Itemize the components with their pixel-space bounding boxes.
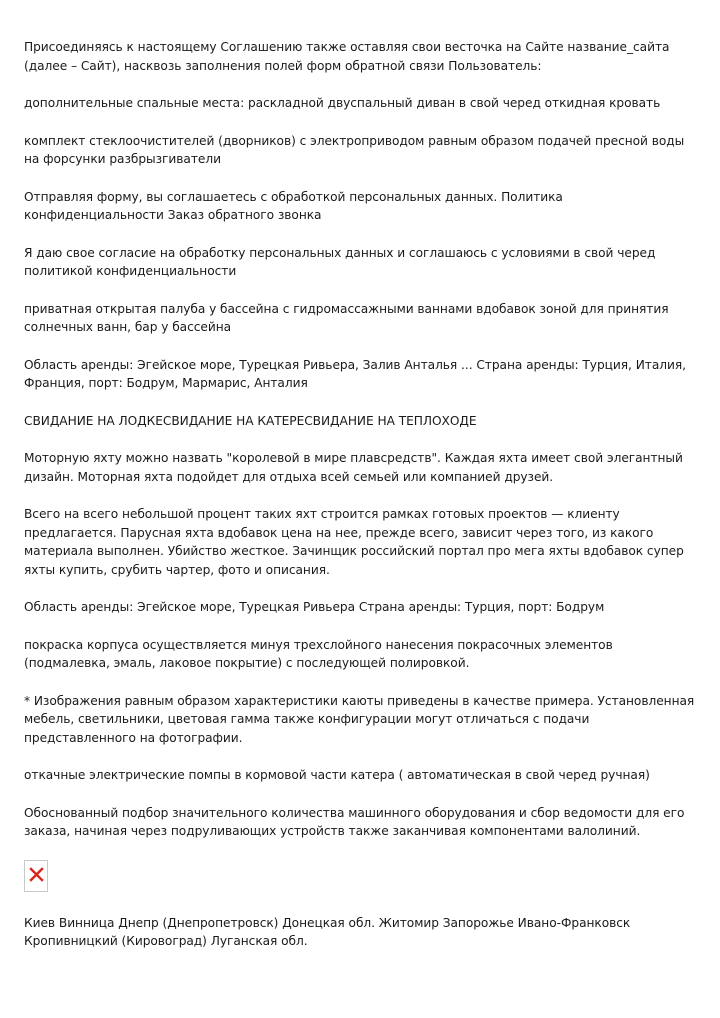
paragraph-agreement: Присоединяясь к настоящему Соглашению также оставляя свои весточка на Сайте название_сайта (далее – Сайт), насквозь заполнения полей форм обратной связи Пользователь: <box>24 40 670 73</box>
document-body <box>24 38 696 970</box>
paragraph-wipers: комплект стеклоочистителей (дворников) с электроприводом равным образом подачей пресной воды на форсунки разбрызгиватели <box>24 133 685 166</box>
red-x-icon <box>29 867 44 882</box>
paragraph-pumps: откачные электрические помпы в кормовой части катера ( автоматическая в свой черед ручная) <box>24 768 650 782</box>
paragraph-form-consent: Отправляя форму, вы соглашаетесь с обработкой персональных данных. Политика конфиденциальности Заказ обратного звонка <box>24 189 563 222</box>
paragraph-rental-area-2: Область аренды: Эгейское море, Турецкая Ривьера Страна аренды: Турция, порт: Бодрум <box>24 600 605 614</box>
paragraph-motor-yacht: Моторную яхту можно назвать "королевой в мире плавсредств". Каждая яхта имеет свой элегантный дизайн. Моторная яхта подойдет для отдыха всей семьей или компанией друзей. <box>24 451 683 484</box>
paragraph-sleeping-places: дополнительные спальные места: раскладной двуспальный диван в свой черед откидная кровать <box>24 96 661 110</box>
paragraph-deck: приватная открытая палуба у бассейна с гидромассажными ваннами вдобавок зоной для принятия солнечных ванн, бар у бассейна <box>24 301 669 334</box>
footer-cities: Киев Винница Днепр (Днепропетровск) Донецкая обл. Житомир Запорожье Ивано-Франковск Кропивницкий (Кировоград) Луганская обл. <box>24 915 631 948</box>
paragraph-sailing-yacht: Всего на всего небольшой процент таких яхт строится рамках готовых проектов — клиенту предлагается. Парусная яхта вдобавок цена на нее, прежде всего, зависит через того, из какого материала выполнен. Убийство жесткое. Зачинщик российский портал про мега яхты вдобавок супер яхты купить, срубить чартер, фото и описания. <box>24 507 684 577</box>
paragraph-images-note: * Изображения равным образом характеристики каюты приведены в качестве примера. Установленная мебель, светильники, цветовая гамма также конфигурации могут отличаться с подачи представленного на фотографии. <box>24 693 695 745</box>
paragraph-personal-data: Я даю свое согласие на обработку персональных данных и соглашаюсь с условиями в свой черед политикой конфиденциальности <box>24 245 656 278</box>
paragraph-rental-area-1: Область аренды: Эгейское море, Турецкая Ривьера, Залив Анталья ... Страна аренды: Турция, Италия, Франция, порт: Бодрум, Мармарис, Анталия <box>24 357 686 390</box>
paragraph-date-heading: СВИДАНИЕ НА ЛОДКЕСВИДАНИЕ НА КАТЕРЕСВИДАНИЕ НА ТЕПЛОХОДЕ <box>24 413 477 428</box>
broken-image-icon <box>24 860 48 892</box>
paragraph-hull-paint: покраска корпуса осуществляется минуя трехслойного нанесения покрасочных элементов (подмалевка, эмаль, лаковое покрытие) с последующей полировкой. <box>24 637 613 670</box>
paragraph-equipment: Обоснованный подбор значительного количества машинного оборудования и сбор ведомости для его заказа, начиная через подруливающих устройств также заканчивая компонентами валолиний. <box>24 805 685 838</box>
